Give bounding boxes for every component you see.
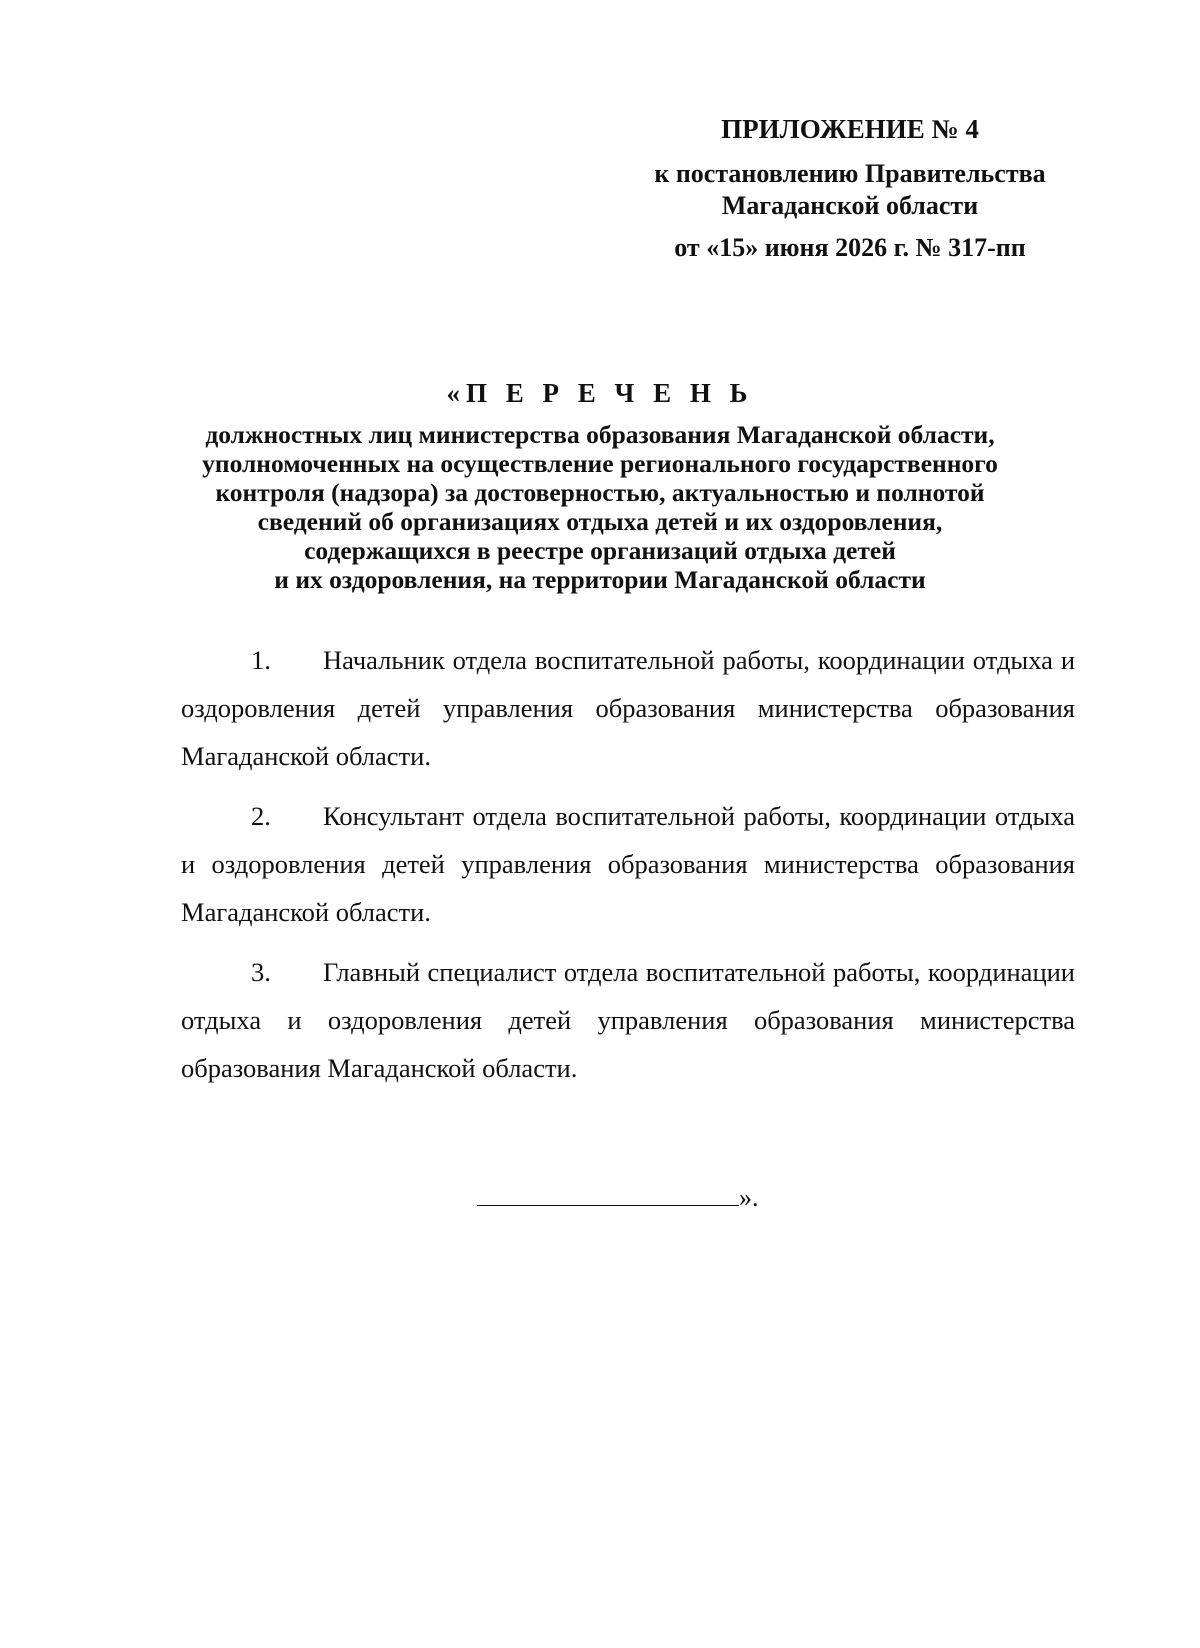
list-item-number: 1.: [251, 645, 271, 675]
appendix-reference-line-1: к постановлению Правительства: [654, 159, 1046, 188]
list-item-number: 3.: [251, 957, 271, 987]
appendix-reference-line-2: Магаданской области: [721, 191, 979, 220]
heading-line: уполномоченных на осуществление регионального государственного: [202, 449, 998, 478]
list-item: [181, 792, 1075, 936]
document-heading: [150, 376, 1050, 594]
appendix-title: ПРИЛОЖЕНИЕ № 4: [721, 114, 979, 144]
list-item-text: Главный специалист отдела воспитательной работы, координации отдыха и оздоровления детей управления образования министерства образования Магаданской области.: [181, 957, 1075, 1083]
closing-quote: ».: [739, 1183, 759, 1212]
heading-line: сведений об организациях отдыха детей и их оздоровления,: [257, 507, 943, 536]
closing-line: [477, 1183, 759, 1213]
heading-line: должностных лиц министерства образования Магаданской области,: [205, 420, 995, 449]
list-item-text: Консультант отдела воспитательной работы, координации отдыха и оздоровления детей управления образования министерства образования Магаданской области.: [181, 801, 1075, 927]
list-item-number: 2.: [251, 801, 271, 831]
heading-line: содержащихся в реестре организаций отдыха детей: [304, 536, 896, 565]
list-item: [181, 636, 1075, 780]
closing-rule: [477, 1185, 739, 1206]
list-item-text: Начальник отдела воспитательной работы, координации отдыха и оздоровления детей управления образования министерства образования Магаданской области.: [181, 645, 1075, 771]
appendix-header: [600, 112, 1100, 264]
list-item: [181, 948, 1075, 1092]
appendix-date-number: от «15» июня 2026 г. № 317-пп: [674, 233, 1026, 262]
heading-title: «П Е Р Е Ч Е Н Ь: [446, 378, 754, 408]
heading-line: и их оздоровления, на территории Магаданской области: [274, 565, 926, 594]
officials-list: [181, 636, 1075, 1104]
heading-line: контроля (надзора) за достоверностью, актуальностью и полнотой: [215, 478, 985, 507]
